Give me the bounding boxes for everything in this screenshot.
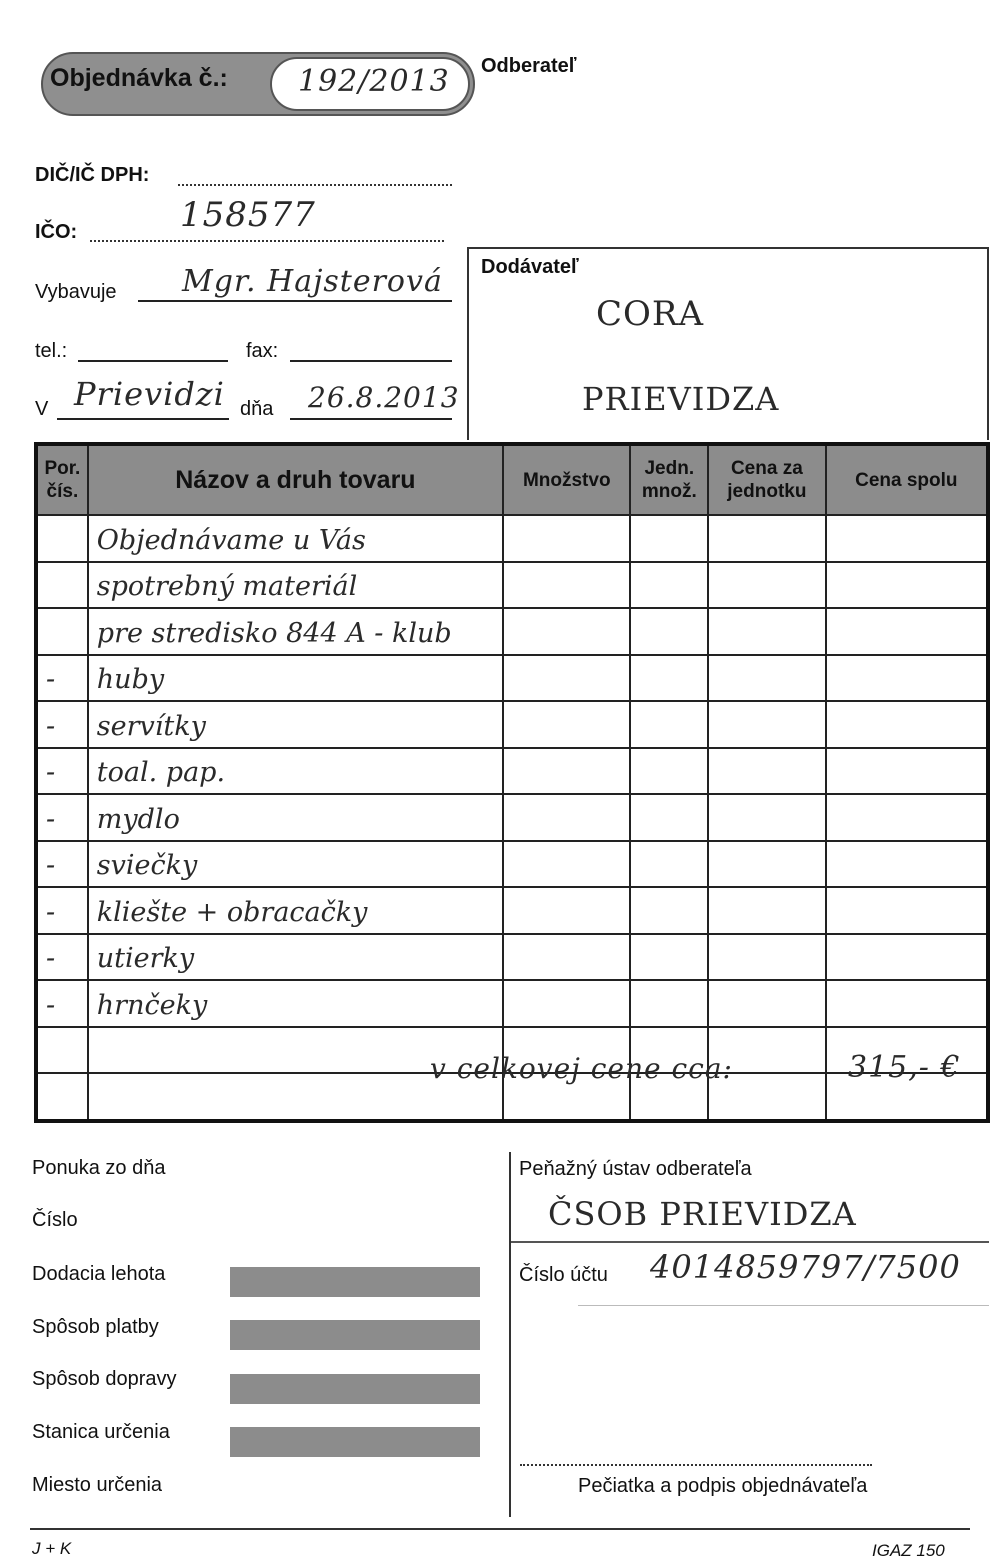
row-number: - (36, 980, 88, 1027)
row-unit[interactable] (630, 562, 708, 609)
order-label: Objednávka č.: (50, 64, 228, 92)
row-total[interactable] (826, 655, 988, 702)
table-row (36, 980, 988, 1027)
row-qty[interactable] (503, 794, 630, 841)
row-qty[interactable] (503, 934, 630, 981)
row-unit[interactable] (630, 608, 708, 655)
table-row (36, 701, 988, 748)
footer-divider (509, 1152, 511, 1517)
row-item[interactable] (88, 934, 503, 981)
row-qty[interactable] (503, 701, 630, 748)
item-text: huby (96, 664, 165, 695)
row-unit-price[interactable] (708, 748, 825, 795)
table-row (36, 515, 988, 562)
row-total[interactable] (826, 934, 988, 981)
table-row (36, 562, 988, 609)
row-unit[interactable] (630, 934, 708, 981)
table-row (36, 887, 988, 934)
date-value: 26.8.2013 (308, 381, 460, 414)
destination-station-label: Stanica určenia (32, 1421, 170, 1443)
row-unit[interactable] (630, 887, 708, 934)
bank-field-line (511, 1241, 989, 1243)
ico-label: IČO: (35, 221, 78, 243)
signature-label: Pečiatka a podpis objednávateľa (578, 1475, 868, 1497)
account-number-label: Číslo účtu (519, 1264, 608, 1286)
row-unit[interactable] (630, 655, 708, 702)
row-item[interactable] (88, 562, 503, 609)
destination-station-field[interactable] (230, 1427, 480, 1457)
row-total[interactable] (826, 608, 988, 655)
tel-label: tel.: (35, 340, 68, 362)
row-total[interactable] (826, 562, 988, 609)
header-unit-price: Cena za jednotku (708, 444, 825, 515)
row-item[interactable] (88, 608, 503, 655)
dic-label: DIČ/IČ DPH: (35, 164, 150, 186)
handled-by-value: Mgr. Hajsterová (182, 264, 443, 299)
row-item[interactable] (88, 841, 503, 888)
row-number (36, 1073, 88, 1121)
row-qty[interactable] (503, 887, 630, 934)
account-field-line (578, 1305, 989, 1306)
table-row (36, 794, 988, 841)
row-unit-price[interactable] (708, 608, 825, 655)
row-unit-price[interactable] (708, 794, 825, 841)
row-qty[interactable] (503, 980, 630, 1027)
row-qty[interactable] (503, 655, 630, 702)
row-number: - (36, 794, 88, 841)
row-unit[interactable] (630, 701, 708, 748)
row-total[interactable] (826, 794, 988, 841)
supplier-label: Dodávateľ (481, 256, 579, 278)
row-unit[interactable] (630, 515, 708, 562)
handled-by-label: Vybavuje (35, 281, 117, 303)
row-number: - (36, 701, 88, 748)
item-text: pre stredisko 844 A - klub (96, 617, 452, 649)
row-number (36, 562, 88, 609)
row-unit-price[interactable] (708, 515, 825, 562)
place-value: Prievidzi (74, 375, 225, 413)
row-unit-price[interactable] (708, 980, 825, 1027)
header-number: Por. čís. (36, 444, 88, 515)
row-total[interactable] (826, 887, 988, 934)
table-row (36, 748, 988, 795)
supplier-line-2: PRIEVIDZA (582, 380, 780, 418)
supplier-line-1: CORA (596, 294, 705, 334)
item-text: spotrebný materiál (96, 571, 358, 602)
row-number: - (36, 887, 88, 934)
row-total[interactable] (826, 515, 988, 562)
total-value: 315,- € (848, 1050, 961, 1085)
left-code: J + K (32, 1539, 72, 1558)
dic-field[interactable] (178, 168, 452, 186)
row-unit-price[interactable] (708, 562, 825, 609)
row-qty[interactable] (503, 608, 630, 655)
table-row (36, 655, 988, 702)
row-item[interactable] (88, 655, 503, 702)
row-item[interactable] (88, 980, 503, 1027)
row-number (36, 515, 88, 562)
header-total: Cena spolu (826, 444, 988, 515)
row-item[interactable] (88, 701, 503, 748)
fax-field[interactable] (290, 340, 452, 362)
payment-method-field[interactable] (230, 1320, 480, 1350)
transport-method-label: Spôsob dopravy (32, 1368, 177, 1390)
row-number (36, 608, 88, 655)
items-table (34, 442, 990, 1123)
row-total[interactable] (826, 701, 988, 748)
item-text: hrnčeky (96, 989, 208, 1021)
header-item-name: Názov a druh tovaru (88, 444, 503, 515)
table-row (36, 841, 988, 888)
item-text: sviečky (96, 850, 198, 881)
row-total[interactable] (826, 748, 988, 795)
item-text: mydlo (96, 803, 180, 835)
fax-label: fax: (246, 340, 279, 362)
signature-field[interactable] (520, 1450, 872, 1466)
ico-value: 158577 (180, 195, 316, 235)
order-number-value: 192/2013 (298, 64, 450, 99)
row-unit-price[interactable] (708, 934, 825, 981)
bank-label: Peňažný ústav odberateľa (519, 1158, 752, 1180)
item-text: utierky (96, 943, 195, 974)
row-unit-price[interactable] (708, 655, 825, 702)
table-header-row (36, 444, 988, 515)
row-number: - (36, 655, 88, 702)
tel-field[interactable] (78, 340, 228, 362)
row-number: - (36, 748, 88, 795)
delivery-term-field[interactable] (230, 1267, 480, 1297)
customer-label: Odberateľ (481, 55, 577, 77)
account-number-value: 4014859797/7500 (650, 1248, 961, 1286)
item-text: servítky (96, 710, 206, 742)
header-unit: Jedn. množ. (630, 444, 708, 515)
place-label: V (35, 398, 49, 420)
row-item[interactable] (88, 794, 503, 841)
total-note: v celkovej cene cca: (430, 1052, 733, 1085)
row-item[interactable] (88, 515, 503, 562)
transport-method-field[interactable] (230, 1374, 480, 1404)
row-number: - (36, 841, 88, 888)
bottom-rule (30, 1528, 970, 1530)
row-total[interactable] (826, 841, 988, 888)
row-item[interactable] (88, 887, 503, 934)
offer-date-label: Ponuka zo dňa (32, 1157, 166, 1179)
header-quantity: Množstvo (503, 444, 630, 515)
item-text: toal. pap. (96, 757, 226, 788)
row-number (36, 1027, 88, 1074)
table-row (36, 934, 988, 981)
row-qty[interactable] (503, 515, 630, 562)
bank-value: ČSOB PRIEVIDZA (548, 1195, 857, 1233)
row-unit-price[interactable] (708, 887, 825, 934)
row-unit[interactable] (630, 748, 708, 795)
item-text: kliešte + obracačky (96, 896, 368, 928)
date-label: dňa (240, 398, 274, 420)
row-unit[interactable] (630, 841, 708, 888)
row-qty[interactable] (503, 748, 630, 795)
payment-method-label: Spôsob platby (32, 1316, 159, 1338)
row-item[interactable] (88, 748, 503, 795)
row-qty[interactable] (503, 841, 630, 888)
row-unit-price[interactable] (708, 701, 825, 748)
row-unit-price[interactable] (708, 841, 825, 888)
row-qty[interactable] (503, 562, 630, 609)
destination-place-label: Miesto určenia (32, 1474, 163, 1496)
row-total[interactable] (826, 980, 988, 1027)
offer-number-label: Číslo (32, 1209, 78, 1231)
delivery-term-label: Dodacia lehota (32, 1263, 166, 1285)
table-row (36, 608, 988, 655)
row-unit[interactable] (630, 980, 708, 1027)
form-code: IGAZ 150 (872, 1541, 945, 1560)
row-unit[interactable] (630, 794, 708, 841)
row-number: - (36, 934, 88, 981)
item-text: Objednávame u Vás (96, 524, 366, 556)
